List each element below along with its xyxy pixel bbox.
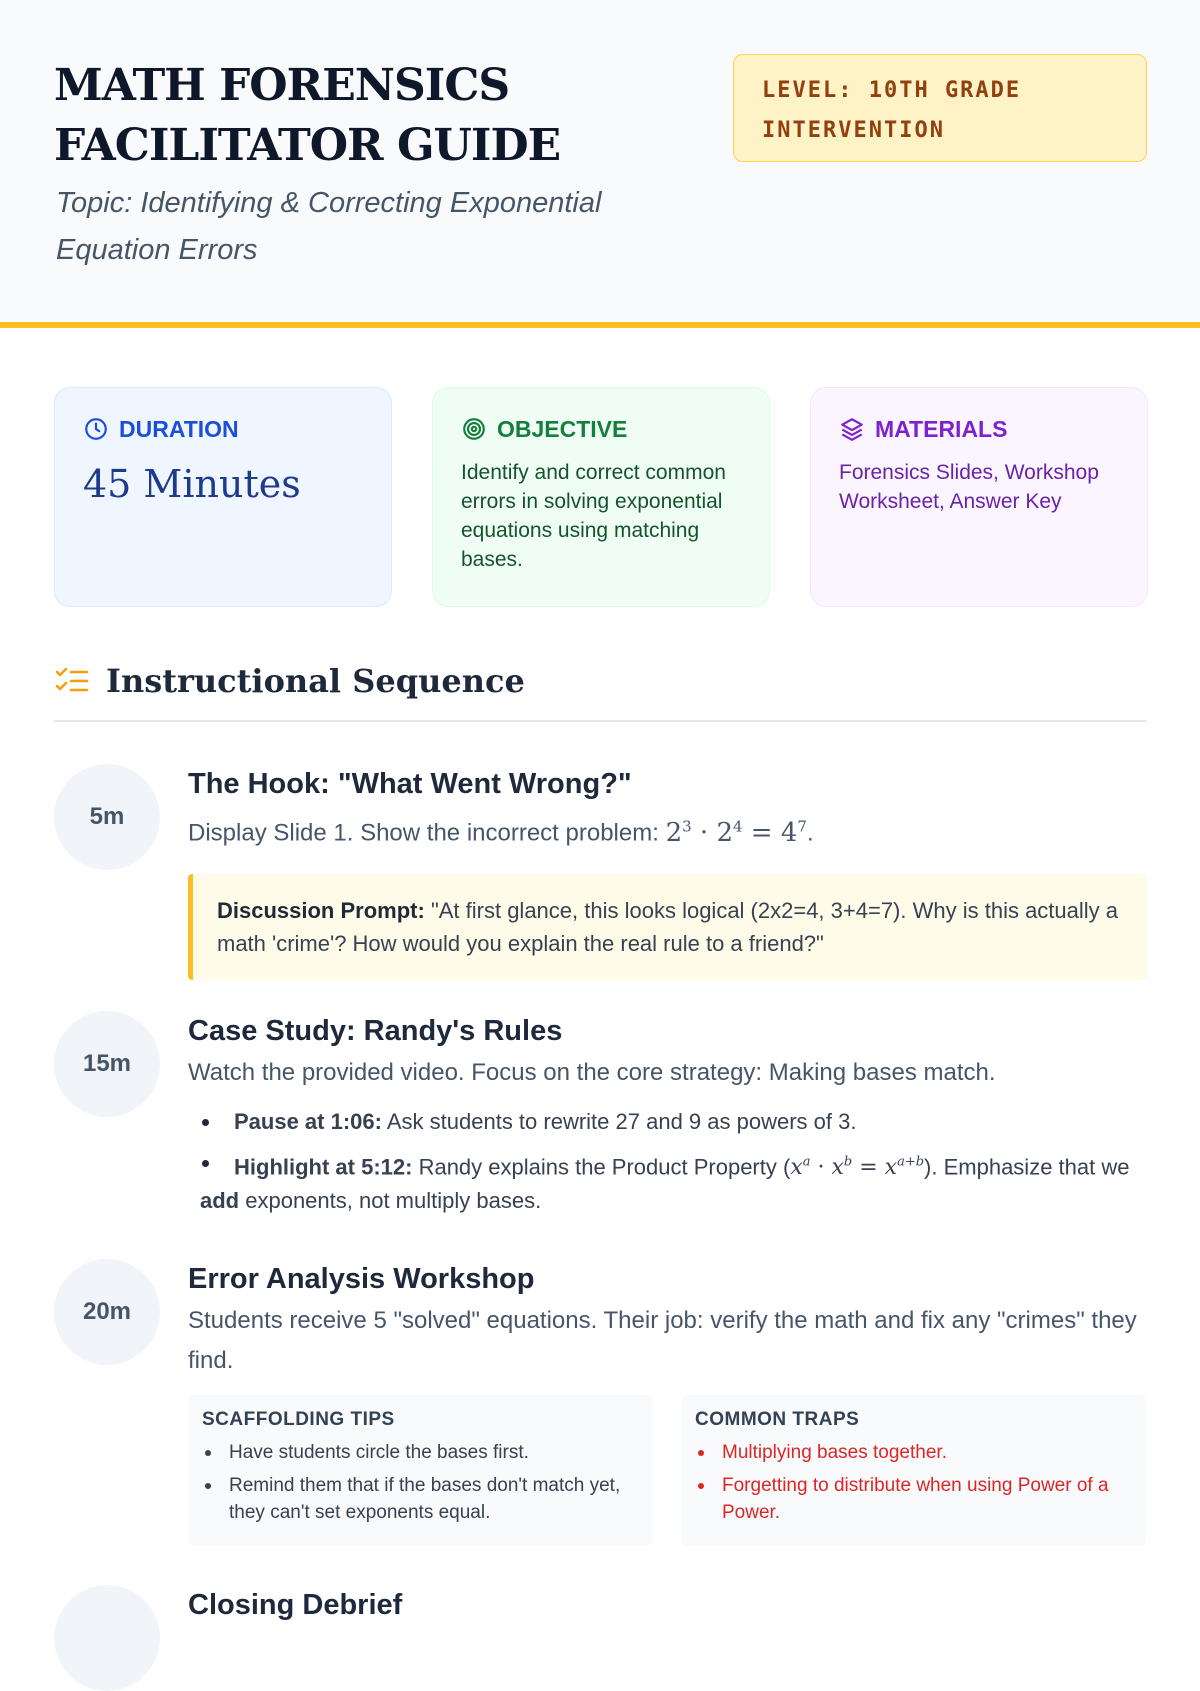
product-property-formula: $x^a \cdot x^b = x^{a+b}$ [790,1155,925,1181]
time-badge [54,1585,160,1691]
step-title: Closing Debrief [188,1589,403,1621]
list-item: Have students circle the bases first. [202,1439,639,1466]
bullet-text: exponents, not multiply bases. [239,1188,542,1214]
bullet-label: Pause at 1:06: [234,1109,382,1134]
clock-icon [83,416,109,442]
duration-label: DURATION [119,415,239,442]
objective-card [432,387,770,607]
checklist-icon [54,666,90,698]
step-description: Display Slide 1. Show the incorrect problem: $2^3 \cdot 2^4 = 4^7$. [188,817,814,848]
scaffolding-tips-heading: SCAFFOLDING TIPS [202,1409,395,1430]
layers-icon [839,416,865,442]
scaffolding-tips-list [202,1439,639,1526]
objective-text: Identify and correct common errors in solving exponential equations using matching bases. [461,461,726,571]
page-header [0,0,1200,328]
step-title: The Hook: "What Went Wrong?" [188,768,632,800]
time-badge: 20m [54,1259,160,1365]
level-line-1: LEVEL: 10TH GRADE [762,78,1022,103]
title-line-1: MATH FORENSICS [54,60,510,111]
workshop-tips-grid [188,1395,1147,1546]
step-title: Error Analysis Workshop [188,1263,535,1295]
duration-card-header [83,414,363,444]
bullet-label: Highlight at 5:12: [234,1154,413,1180]
objective-label: OBJECTIVE [497,415,628,442]
list-item [200,1146,1147,1217]
duration-value: 45 Minutes [83,462,301,506]
objective-card-header [461,414,741,444]
bullet-text: ). Emphasize that we [924,1154,1130,1180]
list-item: Forgetting to distribute when using Power of a Power. [695,1472,1132,1526]
discussion-prompt [188,874,1147,980]
materials-label: MATERIALS [875,415,1008,442]
bullet-text: Ask students to rewrite 27 and 9 as powers of 3. [381,1109,857,1134]
bullet-text: Randy explains the Product Property ( [412,1154,791,1180]
time-badge: 15m [54,1011,160,1117]
subtitle-line-2: Equation Errors [56,234,258,266]
list-item [200,1105,1147,1138]
step-description: Students receive 5 "solved" equations. Their job: verify the math and fix any "crimes" they find. [188,1307,1137,1374]
step-description-text: Display Slide 1. Show the incorrect problem: [188,819,666,847]
section-header [54,662,1147,722]
incorrect-equation: $2^3 \cdot 2^4 = 4^7$ [665,817,807,848]
discussion-prompt-label: Discussion Prompt: [217,897,425,923]
step-bullets [188,1105,1147,1217]
discussion-prompt-text: "At first glance, this looks logical (2x2=4, 3+4=7). Why is this actually a math 'crime'? How would you explain the real rule to a friend?" [217,897,1119,956]
bullet-emphasis: add [200,1188,240,1214]
common-traps-heading: COMMON TRAPS [695,1409,860,1430]
page-subtitle [56,180,676,274]
section-title: Instructional Sequence [106,662,525,700]
title-line-2: FACILITATOR GUIDE [54,120,561,171]
page-title [54,56,560,176]
step-description: Watch the provided video. Focus on the core strategy: Making bases match. [188,1059,996,1086]
list-item: Multiplying bases together. [695,1439,1132,1466]
scaffolding-tips-box [188,1395,653,1546]
target-icon [461,416,487,442]
materials-text: Forensics Slides, Workshop Worksheet, Answer Key [839,461,1099,513]
common-traps-box [681,1395,1146,1546]
list-item: Remind them that if the bases don't match yet, they can't set exponents equal. [202,1472,639,1526]
common-traps-list [695,1439,1132,1526]
duration-card [54,387,392,607]
time-badge: 5m [54,764,160,870]
materials-card-header [839,414,1119,444]
level-badge [733,54,1147,162]
step-title: Case Study: Randy's Rules [188,1015,563,1047]
subtitle-line-1: Topic: Identifying & Correcting Exponential [56,187,602,219]
level-line-2: INTERVENTION [762,118,945,143]
materials-card [810,387,1148,607]
